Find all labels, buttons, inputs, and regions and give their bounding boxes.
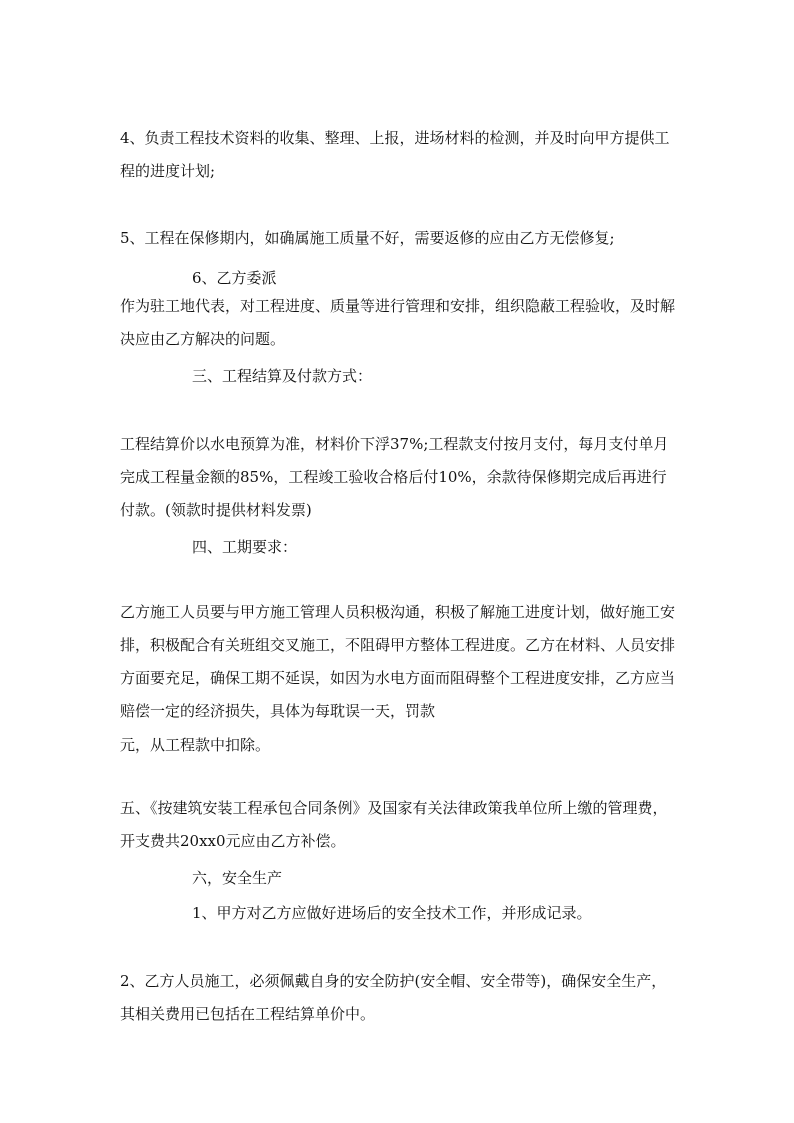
paragraph-item-6: 6、乙方委派: [192, 269, 277, 287]
section-heading-safety: 六，安全生产: [192, 869, 283, 887]
paragraph-settlement: 工程结算价以水电预算为准，材料价下浮37%;工程款支付按月支付，每月支付单月完成工程量金额的85%，工程竣工验收合格后付10%，余款待保修期完成后再进行付款。(领款时提供材料发票): [120, 435, 669, 519]
section-heading-settlement: 三、工程结算及付款方式：: [192, 367, 373, 385]
section-management-fee: 五、《按建筑安装工程承包合同条例》及国家有关法律政策我单位所上缴的管理费，开支费共20xx0元应由乙方补偿。: [120, 799, 668, 850]
section-heading-schedule: 四、工期要求：: [192, 538, 298, 556]
paragraph-safety-1: 1、甲方对乙方应做好进场后的安全技术工作，并形成记录。: [192, 904, 592, 922]
paragraph-item-4: 4、负责工程技术资料的收集、整理、上报，进场材料的检测，并及时向甲方提供工程的进度计划;: [120, 129, 670, 180]
paragraph-item-5: 5、工程在保修期内，如确属施工质量不好，需要返修的应由乙方无偿修复;: [120, 229, 615, 247]
paragraph-schedule-deduction: 元，从工程款中扣除。: [120, 736, 271, 754]
paragraph-schedule: 乙方施工人员要与甲方施工管理人员积极沟通，积极了解施工进度计划，做好施工安排，积极配合有关班组交叉施工，不阻碍甲方整体工程进度。乙方在材料、人员安排方面要充足，确保工期不延误，如因为水电方面而阻碍整个工程进度安排，乙方应当赔偿一定的经济损失，具体为每耽误一天，罚款: [120, 603, 676, 720]
paragraph-site-representative: 作为驻工地代表，对工程进度、质量等进行管理和安排，组织隐蔽工程验收，及时解决应由乙方解决的问题。: [120, 297, 676, 348]
paragraph-safety-2: 2、乙方人员施工，必须佩戴自身的安全防护(安全帽、安全带等)，确保安全生产，其相关费用已包括在工程结算单价中。: [120, 972, 667, 1023]
